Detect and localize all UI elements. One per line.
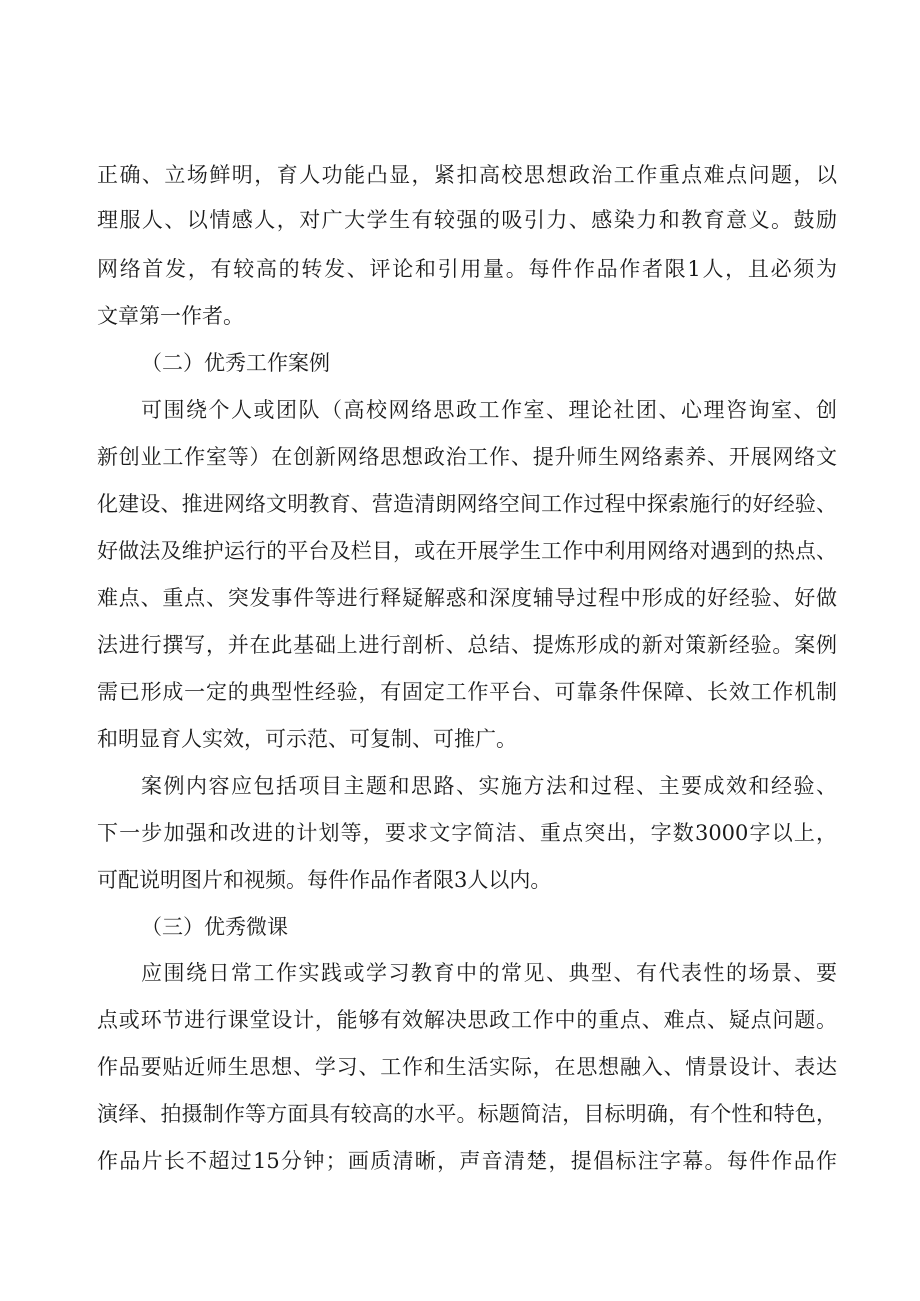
paragraph-line: 难点、重点、突发事件等进行释疑解惑和深度辅导过程中形成的好经验、好做 — [97, 586, 837, 610]
paragraph-line: 新创业工作室等）在创新网络思想政治工作、提升师生网络素养、开展网络文 — [97, 445, 837, 469]
paragraph-line: 化建设、推进网络文明教育、营造清朗网络空间工作过程中探索施行的好经验、 — [97, 492, 837, 516]
section-heading-cases: （二）优秀工作案例 — [141, 351, 330, 375]
paragraph-line: 正确、立场鲜明，育人功能凸显，紧扣高校思想政治工作重点难点问题，以 — [97, 163, 837, 187]
section-heading-microlecture: （三）优秀微课 — [141, 915, 288, 939]
paragraph-line: 作品要贴近师生思想、学习、工作和生活实际，在思想融入、情景设计、表达 — [97, 1055, 837, 1079]
paragraph-line: 下一步加强和改进的计划等，要求文字简洁、重点突出，字数3000字以上， — [97, 821, 837, 845]
paragraph-line: 可配说明图片和视频。每件作品作者限3人以内。 — [97, 868, 552, 892]
paragraph-line: 可围绕个人或团队（高校网络思政工作室、理论社团、心理咨询室、创 — [141, 398, 837, 422]
paragraph-line: 作品片长不超过15分钟；画质清晰，声音清楚，提倡标注字幕。每件作品作 — [97, 1149, 837, 1173]
paragraph-line: 法进行撰写，并在此基础上进行剖析、总结、提炼形成的新对策新经验。案例 — [97, 633, 837, 657]
paragraph-line: 好做法及维护运行的平台及栏目，或在开展学生工作中利用网络对遇到的热点、 — [97, 539, 837, 563]
paragraph-line: 需已形成一定的典型性经验，有固定工作平台、可靠条件保障、长效工作机制 — [97, 680, 837, 704]
paragraph-line: 网络首发，有较高的转发、评论和引用量。每件作品作者限1人，且必须为 — [97, 257, 837, 281]
paragraph-line: 点或环节进行课堂设计，能够有效解决思政工作中的重点、难点、疑点问题。 — [97, 1008, 837, 1032]
paragraph-line: 和明显育人实效，可示范、可复制、可推广。 — [97, 727, 517, 751]
paragraph-line: 案例内容应包括项目主题和思路、实施方法和过程、主要成效和经验、 — [141, 774, 837, 798]
paragraph-line: 应围绕日常工作实践或学习教育中的常见、典型、有代表性的场景、要 — [141, 961, 837, 985]
paragraph-line: 理服人、以情感人，对广大学生有较强的吸引力、感染力和教育意义。鼓励 — [97, 208, 837, 232]
paragraph-line: 演绎、拍摄制作等方面具有较高的水平。标题简洁，目标明确，有个性和特色， — [97, 1102, 837, 1126]
paragraph-line: 文章第一作者。 — [97, 304, 244, 328]
